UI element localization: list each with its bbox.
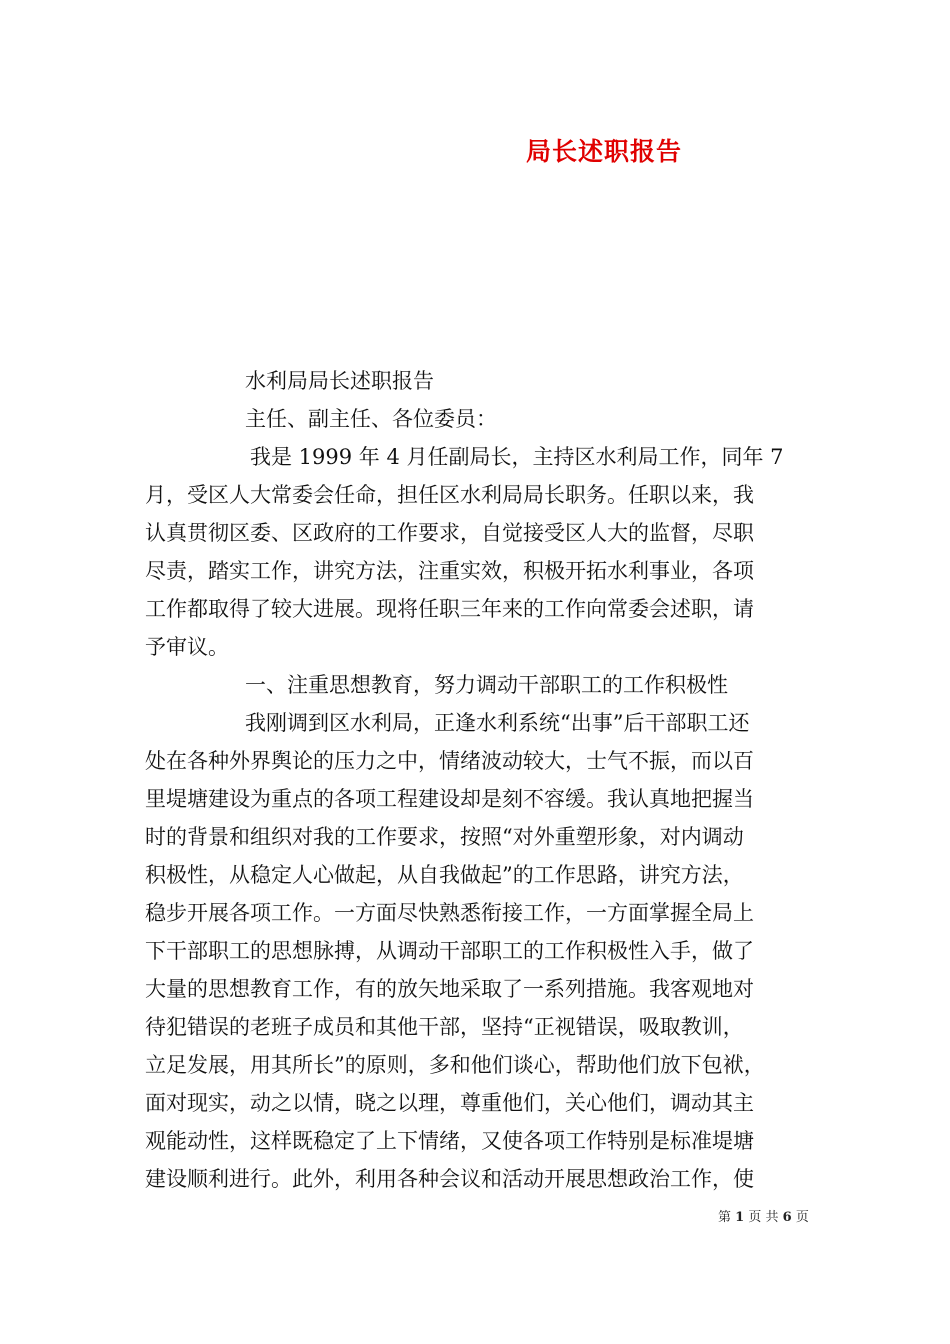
- text-line: 尽责，踏实工作，讲究方法，注重实效，积极开拓水利事业，各项: [145, 559, 754, 583]
- text-line: 稳步开展各项工作。一方面尽快熟悉衔接工作，一方面掌握全局上: [145, 901, 754, 925]
- text-line: 待犯错误的老班子成员和其他干部，坚持“正视错误，吸取教训，: [145, 1015, 744, 1039]
- text-line: 积极性，从稳定人心做起，从自我做起”的工作思路，讲究方法，: [145, 863, 744, 887]
- text-line: 下干部职工的思想脉搏，从调动干部职工的工作积极性入手，做了: [145, 939, 754, 963]
- section-heading: 一、注重思想教育，努力调动干部职工的工作积极性: [245, 673, 728, 697]
- text-line: 工作都取得了较大进展。现将任职三年来的工作向常委会述职，请: [145, 597, 754, 621]
- text-line: 处在各种外界舆论的压力之中，情绪波动较大，士气不振，而以百: [145, 749, 754, 773]
- text-line: 面对现实，动之以情，晓之以理，尊重他们，关心他们，调动其主: [145, 1091, 754, 1115]
- text-line: 予审议。: [145, 635, 229, 659]
- text-line: 我是 1999 年 4 月任副局长，主持区水利局工作，同年 7: [250, 445, 784, 469]
- text-line: 月，受区人大常委会任命，担任区水利局局长职务。任职以来，我: [145, 483, 754, 507]
- text-line: 大量的思想教育工作，有的放矢地采取了一系列措施。我客观地对: [145, 977, 754, 1001]
- text-line: 主任、副主任、各位委员：: [245, 407, 497, 431]
- footer-middle: 页 共: [748, 1210, 779, 1225]
- text-line: 水利局局长述职报告: [245, 369, 434, 393]
- document-title: 局长述职报告: [526, 137, 683, 166]
- footer-prefix: 第: [718, 1210, 732, 1225]
- footer-page-number: 1: [735, 1210, 745, 1225]
- footer-total-pages: 6: [782, 1210, 792, 1225]
- text-line: 里堤塘建设为重点的各项工程建设却是刻不容缓。我认真地把握当: [145, 787, 754, 811]
- text-line: 观能动性，这样既稳定了上下情绪，又使各项工作特别是标准堤塘: [145, 1129, 754, 1153]
- footer-suffix: 页: [795, 1210, 809, 1225]
- page-footer: [718, 1206, 809, 1225]
- text-line: 认真贯彻区委、区政府的工作要求，自觉接受区人大的监督，尽职: [145, 521, 754, 545]
- document-body: [145, 362, 825, 1198]
- text-line: 立足发展，用其所长”的原则，多和他们谈心，帮助他们放下包袱，: [145, 1053, 765, 1077]
- text-line: 我刚调到区水利局，正逢水利系统“出事”后干部职工还: [245, 711, 750, 735]
- text-line: 时的背景和组织对我的工作要求，按照“对外重塑形象，对内调动: [145, 825, 744, 849]
- text-line: 建设顺利进行。此外，利用各种会议和活动开展思想政治工作，使: [145, 1167, 754, 1191]
